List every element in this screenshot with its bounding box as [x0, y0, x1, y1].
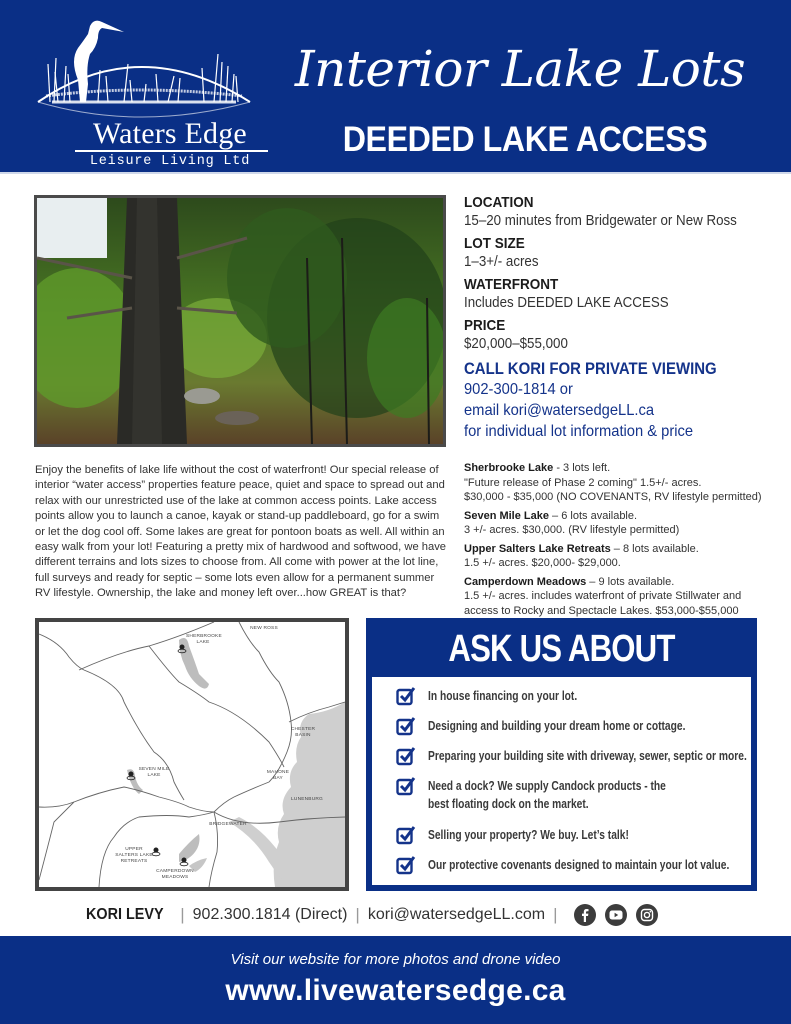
map-label-new-ross: NEW ROSS	[250, 626, 278, 631]
lake-detail: $30,000 - $35,000 (NO COVENANTS, RV lifestyle permitted)	[464, 491, 762, 503]
map-label-bridgewater: BRIDGEWATER	[209, 822, 247, 827]
ask-us-about-panel	[366, 618, 757, 891]
footer-banner	[0, 936, 791, 1024]
call-to-action	[464, 358, 784, 442]
checkbox-checked-icon	[396, 746, 416, 766]
map-label-upper-salters: UPPER SALTERS LAKE RETREATS	[115, 847, 153, 864]
cta-phone[interactable]: 902-300-1814 or	[464, 381, 573, 398]
map-label-mahone: MAHONE BAY	[266, 770, 290, 781]
detail-value: 1–3+/- acres	[464, 254, 539, 270]
lake-item-sherbrooke	[464, 461, 784, 505]
lake-availability: - 3 lots left.	[553, 462, 611, 474]
ask-item	[396, 687, 746, 714]
checkbox-checked-icon	[396, 855, 416, 875]
logo-tagline: Leisure Living Ltd	[89, 154, 251, 169]
contact-name: KORI LEVY	[86, 906, 164, 923]
intro-paragraph: Enjoy the benefits of lake life without the cost of waterfront! Our special release of interior “water access” properties feature peace, quiet and space to spread out and relax with our unrestricted use of the lake at common access points. Lake access points allow you to launch a canoe, kayak or stand-up paddleboard, go for a swim or let the dog cool off. Some lakes are great for pontoon boats as well. All within an easy walk from your lot! Featuring a pretty mix of hardwood and softwood, we have different terrains and lots sizes to choose from. All come with power at the lot line, full surveys and ready for septic – some lots even allow for a permanent summer RV lifestyle. Ownership, the lake and money left over...how GREAT is that?	[35, 464, 447, 600]
lake-detail: 3 +/- acres. $30,000. (RV lifestyle permitted)	[464, 524, 680, 536]
ask-item-text: best floating dock on the market.	[428, 797, 589, 811]
ask-title: ASK US ABOUT	[448, 628, 675, 670]
lake-listings	[464, 461, 784, 622]
separator: |	[180, 905, 185, 924]
ask-list-box	[372, 677, 751, 885]
detail-label: LOCATION	[464, 194, 534, 211]
ask-item-text: Need a dock? We supply Candock products - the	[428, 779, 666, 793]
location-map	[35, 618, 349, 891]
ask-item-text: Preparing your building site with driveway, sewer, septic or more.	[428, 749, 747, 763]
page-subtitle: DEEDED LAKE ACCESS	[342, 120, 708, 159]
heron-reeds-logo-icon	[28, 14, 258, 124]
separator: |	[553, 905, 558, 924]
detail-waterfront	[464, 275, 784, 313]
instagram-icon[interactable]	[636, 904, 658, 926]
logo-divider	[75, 150, 268, 152]
detail-value: $20,000–$55,000	[464, 336, 568, 352]
lake-name: Camperdown Meadows	[464, 575, 587, 588]
map-label-seven-mile: SEVEN MILE LAKE	[138, 767, 170, 778]
facebook-icon[interactable]	[574, 904, 596, 926]
lake-item-seven-mile	[464, 509, 784, 538]
map-roads-graphic	[39, 622, 345, 887]
map-label-sherbrooke: SHERBROOKE LAKE	[186, 634, 222, 645]
lake-detail: "Future release of Phase 2 coming" 1.5+/- acres.	[464, 476, 702, 489]
lake-detail: access to Rocky and Spectacle Lakes. $53,000-$55,000	[464, 604, 739, 617]
checkbox-checked-icon	[396, 686, 416, 706]
lake-item-upper-salters	[464, 542, 784, 571]
separator: |	[355, 905, 360, 924]
forest-photo-image	[37, 198, 443, 444]
contact-bar	[86, 902, 658, 928]
map-label-lunenburg: LUNENBURG	[291, 797, 323, 802]
ask-item-text: Selling your property? We buy. Let’s talk!	[428, 828, 629, 842]
ask-item	[396, 777, 746, 823]
lake-availability: – 9 lots available.	[586, 575, 675, 588]
detail-value: Includes DEEDED LAKE ACCESS	[464, 295, 669, 311]
lake-name: Seven Mile Lake	[464, 509, 549, 522]
map-label-camperdown: CAMPERDOWN MEADOWS	[156, 869, 194, 880]
contact-phone[interactable]: 902.300.1814 (Direct)	[192, 906, 348, 923]
footer-tagline: Visit our website for more photos and drone video	[230, 951, 561, 968]
company-logo	[28, 14, 258, 169]
lake-name: Upper Salters Lake Retreats	[464, 542, 611, 555]
page-title: Interior Lake Lots	[294, 40, 746, 98]
ask-item-text: In house financing on your lot.	[428, 689, 578, 703]
map-label-chester: CHESTER BASIN	[290, 727, 316, 738]
youtube-icon[interactable]	[605, 904, 627, 926]
ask-item	[396, 856, 746, 883]
cta-email[interactable]: email kori@watersedgeLL.ca	[464, 402, 655, 419]
detail-value: 15–20 minutes from Bridgewater or New Ross	[464, 213, 737, 229]
cta-note: for individual lot information & price	[464, 423, 694, 440]
ask-item	[396, 747, 746, 774]
logo-name: Waters Edge	[93, 117, 247, 150]
lot-details	[464, 193, 784, 442]
detail-lot-size	[464, 234, 784, 272]
lake-availability: – 6 lots available.	[549, 509, 638, 522]
detail-price	[464, 316, 784, 354]
website-link[interactable]: www.livewatersedge.ca	[225, 974, 566, 1007]
detail-label: PRICE	[464, 317, 506, 334]
lake-item-camperdown	[464, 575, 784, 619]
ask-item	[396, 717, 746, 744]
checkbox-checked-icon	[396, 776, 416, 796]
lake-detail: 1.5 +/- acres. includes waterfront of private Stillwater and	[464, 590, 742, 602]
header-divider	[0, 172, 791, 174]
ask-item	[396, 826, 746, 853]
lake-name: Sherbrooke Lake	[464, 462, 554, 474]
checkbox-checked-icon	[396, 825, 416, 845]
cta-title: CALL KORI FOR PRIVATE VIEWING	[464, 359, 717, 378]
lake-detail: 1.5 +/- acres. $20,000- $29,000.	[464, 557, 621, 569]
detail-label: WATERFRONT	[464, 276, 559, 293]
ask-list	[396, 687, 746, 886]
checkbox-checked-icon	[396, 716, 416, 736]
detail-location	[464, 193, 784, 231]
header-banner	[0, 0, 791, 172]
lake-availability: – 8 lots available.	[610, 542, 699, 555]
ask-item-text: Our protective covenants designed to maintain your lot value.	[428, 858, 730, 872]
detail-label: LOT SIZE	[464, 235, 525, 252]
lot-photo	[34, 195, 446, 447]
ask-item-text: Designing and building your dream home or cottage.	[428, 719, 686, 733]
contact-email[interactable]: kori@watersedgeLL.com	[367, 906, 546, 923]
